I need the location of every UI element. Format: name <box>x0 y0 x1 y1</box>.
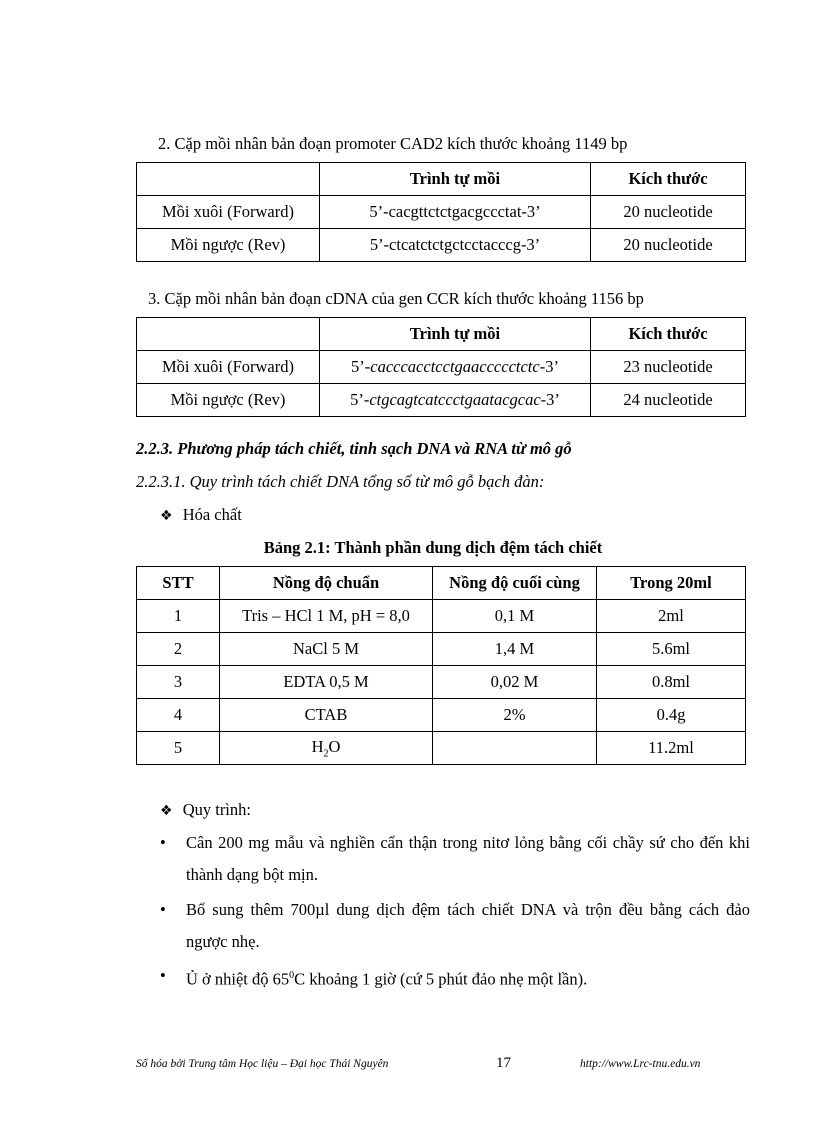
primer3-forward-name: Mồi xuôi (Forward) <box>137 351 320 384</box>
list-item <box>160 827 750 891</box>
primer3-header-sequence: Trình tự mồi <box>320 318 591 351</box>
diamond-bullet-icon: ❖ <box>160 508 173 524</box>
cell-final: 2% <box>433 699 597 732</box>
footer-url: http://www.Lrc-tnu.edu.vn <box>580 1058 701 1070</box>
primer3-header-size: Kích thước <box>591 318 746 351</box>
table-row <box>137 633 746 666</box>
primer3-header-blank <box>137 318 320 351</box>
col-standard-concentration: Nồng độ chuẩn <box>220 567 433 600</box>
primer3-table <box>136 317 746 417</box>
cell-volume: 2ml <box>597 600 746 633</box>
section-subheading: 2.2.3.1. Quy trình tách chiết DNA tổng số từ mô gỗ bạch đàn: <box>136 472 545 491</box>
step-text: Bổ sung thêm 700µl dung dịch đệm tách chiết DNA và trộn đều bằng cách đảo ngược nhẹ. <box>186 900 750 951</box>
primer2-table <box>136 162 746 262</box>
bullet-dot-icon: • <box>160 966 166 985</box>
cell-stt: 5 <box>137 732 220 765</box>
primer2-forward-name: Mồi xuôi (Forward) <box>137 196 320 229</box>
primer2-forward-seq: 5’-cacgttctctgacgccctat-3’ <box>320 196 591 229</box>
chemicals-label: ❖ Hóa chất <box>160 505 242 524</box>
table-row <box>137 666 746 699</box>
cell-final: 0,1 M <box>433 600 597 633</box>
cell-standard: Tris – HCl 1 M, pH = 8,0 <box>220 600 433 633</box>
primer3-forward-seq: 5’-cacccacctcctgaaccccctctc-3’ <box>320 351 591 384</box>
composition-table <box>136 566 746 765</box>
cell-final <box>433 732 597 765</box>
primer2-header-blank <box>137 163 320 196</box>
table-row <box>137 732 746 765</box>
cell-standard: CTAB <box>220 699 433 732</box>
bullet-dot-icon: • <box>160 833 166 852</box>
cell-stt: 3 <box>137 666 220 699</box>
step-text: Ủ ở nhiệt độ $65^0C$ khoảng 1 giờ (cứ 5 phút đảo nhẹ một lần). <box>186 969 588 989</box>
primer2-forward-size: 20 nucleotide <box>591 196 746 229</box>
primer2-reverse-seq: 5’-ctcatctctgctcctacccg-3’ <box>320 229 591 262</box>
col-stt: STT <box>137 567 220 600</box>
primer2-header-sequence: Trình tự mồi <box>320 163 591 196</box>
cell-final: 1,4 M <box>433 633 597 666</box>
cell-final: 0,02 M <box>433 666 597 699</box>
primer3-reverse-name: Mồi ngược (Rev) <box>137 384 320 417</box>
table21-title: Bảng 2.1: Thành phần dung dịch đệm tách chiết <box>263 538 603 557</box>
cell-stt: 2 <box>137 633 220 666</box>
procedure-label: ❖ Quy trình: <box>160 800 251 819</box>
primer3-caption: 3. Cặp mồi nhân bản đoạn cDNA của gen CCR kích thước khoảng 1156 bp <box>148 289 644 308</box>
page-number: 17 <box>496 1055 511 1071</box>
cell-volume: 5.6ml <box>597 633 746 666</box>
col-in-20ml: Trong 20ml <box>597 567 746 600</box>
primer3-reverse-size: 24 nucleotide <box>591 384 746 417</box>
diamond-bullet-icon: ❖ <box>160 803 173 819</box>
section-heading: 2.2.3. Phương pháp tách chiết, tinh sạch DNA và RNA từ mô gỗ <box>136 439 572 458</box>
list-item <box>160 894 750 958</box>
table-row <box>137 699 746 732</box>
primer2-header-size: Kích thước <box>591 163 746 196</box>
primer3-reverse-seq: 5’-ctgcagtcatccctgaatacgcac-3’ <box>320 384 591 417</box>
cell-standard: EDTA 0,5 M <box>220 666 433 699</box>
cell-stt: 4 <box>137 699 220 732</box>
primer3-forward-size: 23 nucleotide <box>591 351 746 384</box>
primer2-caption: 2. Cặp mồi nhân bản đoạn promoter CAD2 kích thước khoảng 1149 bp <box>158 134 628 153</box>
footer-source: Số hóa bởi Trung tâm Học liệu – Đại học Thái Nguyên <box>136 1058 389 1070</box>
primer2-reverse-name: Mồi ngược (Rev) <box>137 229 320 262</box>
cell-volume: 0.4g <box>597 699 746 732</box>
step-text: Cân 200 mg mẫu và nghiền cẩn thận trong nitơ lỏng bằng cối chầy sứ cho đến khi thành dạng bột mịn. <box>186 833 750 884</box>
cell-stt: 1 <box>137 600 220 633</box>
cell-standard: NaCl 5 M <box>220 633 433 666</box>
cell-volume: 0.8ml <box>597 666 746 699</box>
bullet-dot-icon: • <box>160 900 166 919</box>
primer2-reverse-size: 20 nucleotide <box>591 229 746 262</box>
table-row <box>137 600 746 633</box>
cell-volume: 11.2ml <box>597 732 746 765</box>
list-item <box>160 960 750 996</box>
cell-standard-h2o: $H_2O$ <box>220 732 433 765</box>
col-final-concentration: Nồng độ cuối cùng <box>433 567 597 600</box>
